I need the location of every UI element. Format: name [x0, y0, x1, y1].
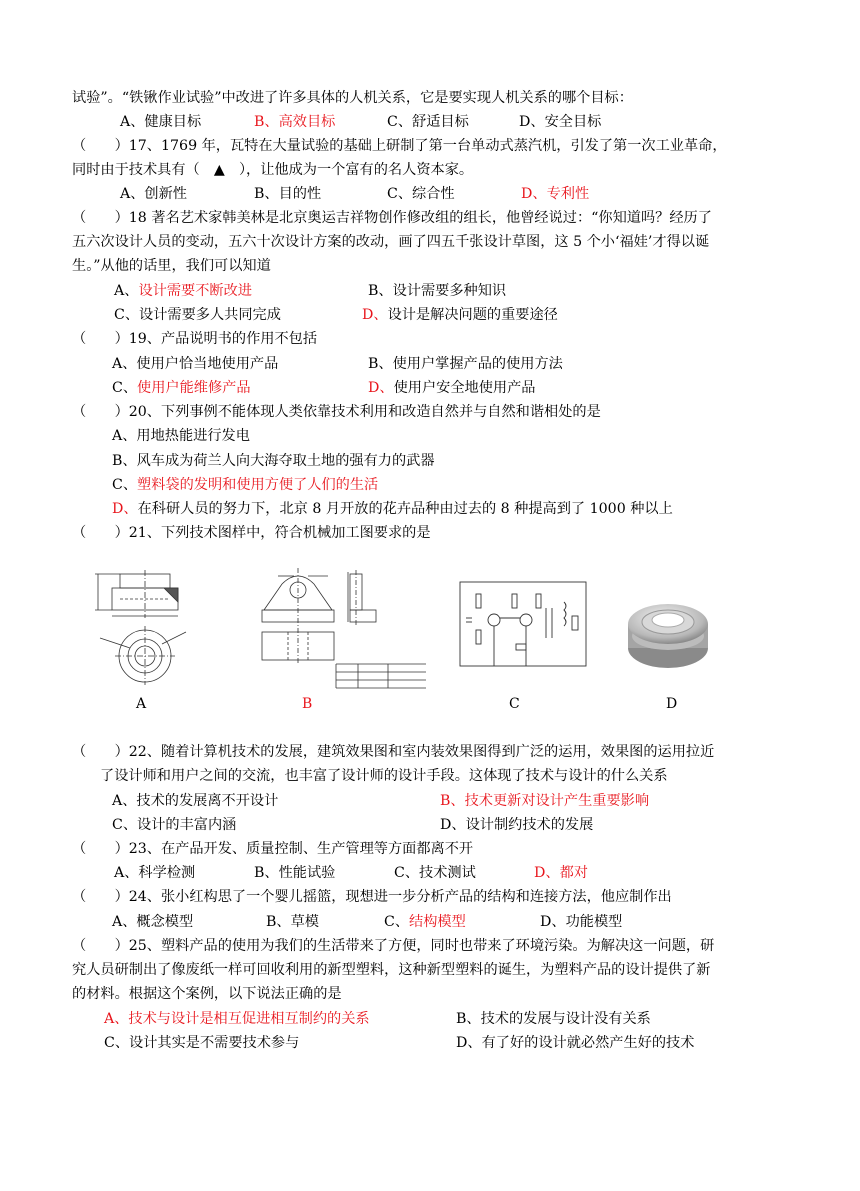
- q17-option-b[interactable]: B、目的性: [254, 186, 322, 202]
- question-25-stem-3: 的材料。根据这个案例，以下说法正确的是: [72, 986, 342, 1002]
- q24-option-c[interactable]: [384, 912, 466, 932]
- q23-option-d[interactable]: D、都对: [534, 865, 588, 881]
- q18-option-a[interactable]: [114, 281, 252, 301]
- q18-option-d-letter: D、: [362, 307, 388, 323]
- q18-option-c[interactable]: C、设计需要多人共同完成: [114, 307, 281, 323]
- question-25-stem-2: 究人员研制出了像废纸一样可回收利用的新型塑料，这种新型塑料的诞生，为塑料产品的设计提供了新: [72, 962, 711, 978]
- question-22-stem-2: 了设计师和用户之间的交流，也丰富了设计师的设计手段。这体现了技术与设计的什么关系: [100, 768, 668, 784]
- figure-label-c: C: [509, 696, 520, 712]
- q23-option-c[interactable]: C、技术测试: [394, 865, 476, 881]
- q22-option-b[interactable]: B、技术更新对设计产生重要影响: [440, 793, 650, 809]
- q17-option-c[interactable]: C、综合性: [387, 186, 455, 202]
- q18-option-a-text: 设计需要不断改进: [138, 283, 252, 299]
- q24-option-a[interactable]: A、概念模型: [112, 914, 194, 930]
- q17-option-a[interactable]: A、创新性: [120, 186, 187, 202]
- q24-option-c-text: 结构模型: [409, 914, 466, 930]
- q20-option-d[interactable]: [112, 499, 673, 519]
- q19-option-c[interactable]: [112, 378, 251, 398]
- question-23-stem: （ ）23、在产品开发、质量控制、生产管理等方面都离不开: [72, 841, 474, 857]
- question-25-stem: （ ）25、塑料产品的使用为我们的生活带来了方便，同时也带来了环境污染。为解决这一问题，研: [72, 938, 715, 954]
- q16-option-d[interactable]: D、安全目标: [519, 114, 602, 130]
- q16-option-b[interactable]: B、高效目标: [254, 114, 336, 130]
- q20-option-c[interactable]: [112, 475, 378, 495]
- q19-option-d-letter: D、: [368, 380, 394, 396]
- q19-option-d[interactable]: [368, 378, 535, 398]
- q20-option-d-text: 在科研人员的努力下，北京 8 月开放的花卉品种由过去的 8 种提高到了 1000 种以上: [137, 501, 673, 517]
- question-21-stem: （ ）21、下列技术图样中，符合机械加工图要求的是: [72, 525, 431, 541]
- q19-option-a[interactable]: A、使用户恰当地使用产品: [112, 356, 279, 372]
- figure-d-pulley-render[interactable]: [622, 590, 714, 680]
- q18-option-d[interactable]: [362, 305, 558, 325]
- question-16-stem-tail: 试验”。“铁锹作业试验”中改进了许多具体的人机关系，它是要实现人机关系的哪个目标：: [72, 90, 633, 106]
- q18-option-d-text: 设计是解决问题的重要途径: [387, 307, 558, 323]
- q25-option-d[interactable]: D、有了好的设计就必然产生好的技术: [456, 1035, 695, 1051]
- q19-option-c-letter: C、: [112, 380, 138, 396]
- q19-option-d-text: 使用户安全地使用产品: [393, 380, 536, 396]
- question-18-stem-2: 五六次设计人员的变动，五六十次设计方案的改动，画了四五千张设计草图，这 5 个小‘福娃’才得以诞: [72, 234, 710, 250]
- q24-option-b[interactable]: B、草模: [266, 914, 319, 930]
- q18-option-b[interactable]: B、设计需要多种知识: [368, 283, 507, 299]
- q24-option-c-letter: C、: [384, 914, 410, 930]
- question-19-stem: （ ）19、产品说明书的作用不包括: [72, 331, 318, 347]
- question-18-stem-3: 生。”从他的话里，我们可以知道: [72, 258, 271, 274]
- q18-option-a-letter: A、: [114, 283, 139, 299]
- q20-option-a[interactable]: A、用地热能进行发电: [112, 428, 250, 444]
- question-17-stem: （ ）17、1769 年，瓦特在大量试验的基础上研制了第一台单动式蒸汽机，引发了第一次工业革命，: [72, 138, 727, 154]
- q22-option-a[interactable]: A、技术的发展离不开设计: [112, 793, 279, 809]
- q16-option-c[interactable]: C、舒适目标: [387, 114, 469, 130]
- figure-b-three-view-drawing[interactable]: [258, 566, 428, 696]
- figure-c-circuit-diagram[interactable]: [456, 578, 596, 670]
- q19-option-c-text: 使用户能维修产品: [137, 380, 251, 396]
- figure-label-b: B: [302, 696, 313, 712]
- q20-option-b[interactable]: B、风车成为荷兰人向大海夺取土地的强有力的武器: [112, 453, 435, 469]
- figure-label-a: A: [136, 696, 147, 712]
- q23-option-a[interactable]: A、科学检测: [114, 865, 196, 881]
- q22-option-c[interactable]: C、设计的丰富内涵: [112, 817, 237, 833]
- q24-option-d[interactable]: D、功能模型: [540, 914, 623, 930]
- q25-option-c[interactable]: C、设计其实是不需要技术参与: [104, 1035, 300, 1051]
- q25-option-b[interactable]: B、技术的发展与设计没有关系: [456, 1011, 651, 1027]
- question-24-stem: （ ）24、张小红构思了一个婴儿摇篮，现想进一步分析产品的结构和连接方法，他应制作出: [72, 889, 672, 905]
- q19-option-b[interactable]: B、使用户掌握产品的使用方法: [368, 356, 563, 372]
- question-18-stem: （ ）18 著名艺术家韩美林是北京奥运吉祥物创作修改组的组长，他曾经说过：“你知道吗？经历了: [72, 210, 712, 226]
- figure-a-mechanical-drawing[interactable]: [90, 568, 190, 686]
- question-20-stem: （ ）20、下列事例不能体现人类依靠技术利用和改造自然并与自然和谐相处的是: [72, 404, 601, 420]
- q25-option-a[interactable]: A、技术与设计是相互促进相互制约的关系: [104, 1011, 370, 1027]
- q22-option-d[interactable]: D、设计制约技术的发展: [440, 817, 594, 833]
- question-17-stem-2: 同时由于技术具有（ ▲ ），让他成为一个富有的名人资本家。: [72, 162, 474, 178]
- q23-option-b[interactable]: B、性能试验: [254, 865, 336, 881]
- q17-option-d[interactable]: D、专利性: [521, 186, 590, 202]
- q20-option-c-letter: C、: [112, 477, 138, 493]
- q20-option-c-text: 塑料袋的发明和使用方便了人们的生活: [137, 477, 379, 493]
- question-22-stem: （ ）22、随着计算机技术的发展，建筑效果图和室内装效果图得到广泛的运用，效果图的运用拉近: [72, 744, 715, 760]
- q20-option-d-letter: D、: [112, 501, 138, 517]
- q16-option-a[interactable]: A、健康目标: [120, 114, 202, 130]
- figure-label-d: D: [666, 696, 678, 712]
